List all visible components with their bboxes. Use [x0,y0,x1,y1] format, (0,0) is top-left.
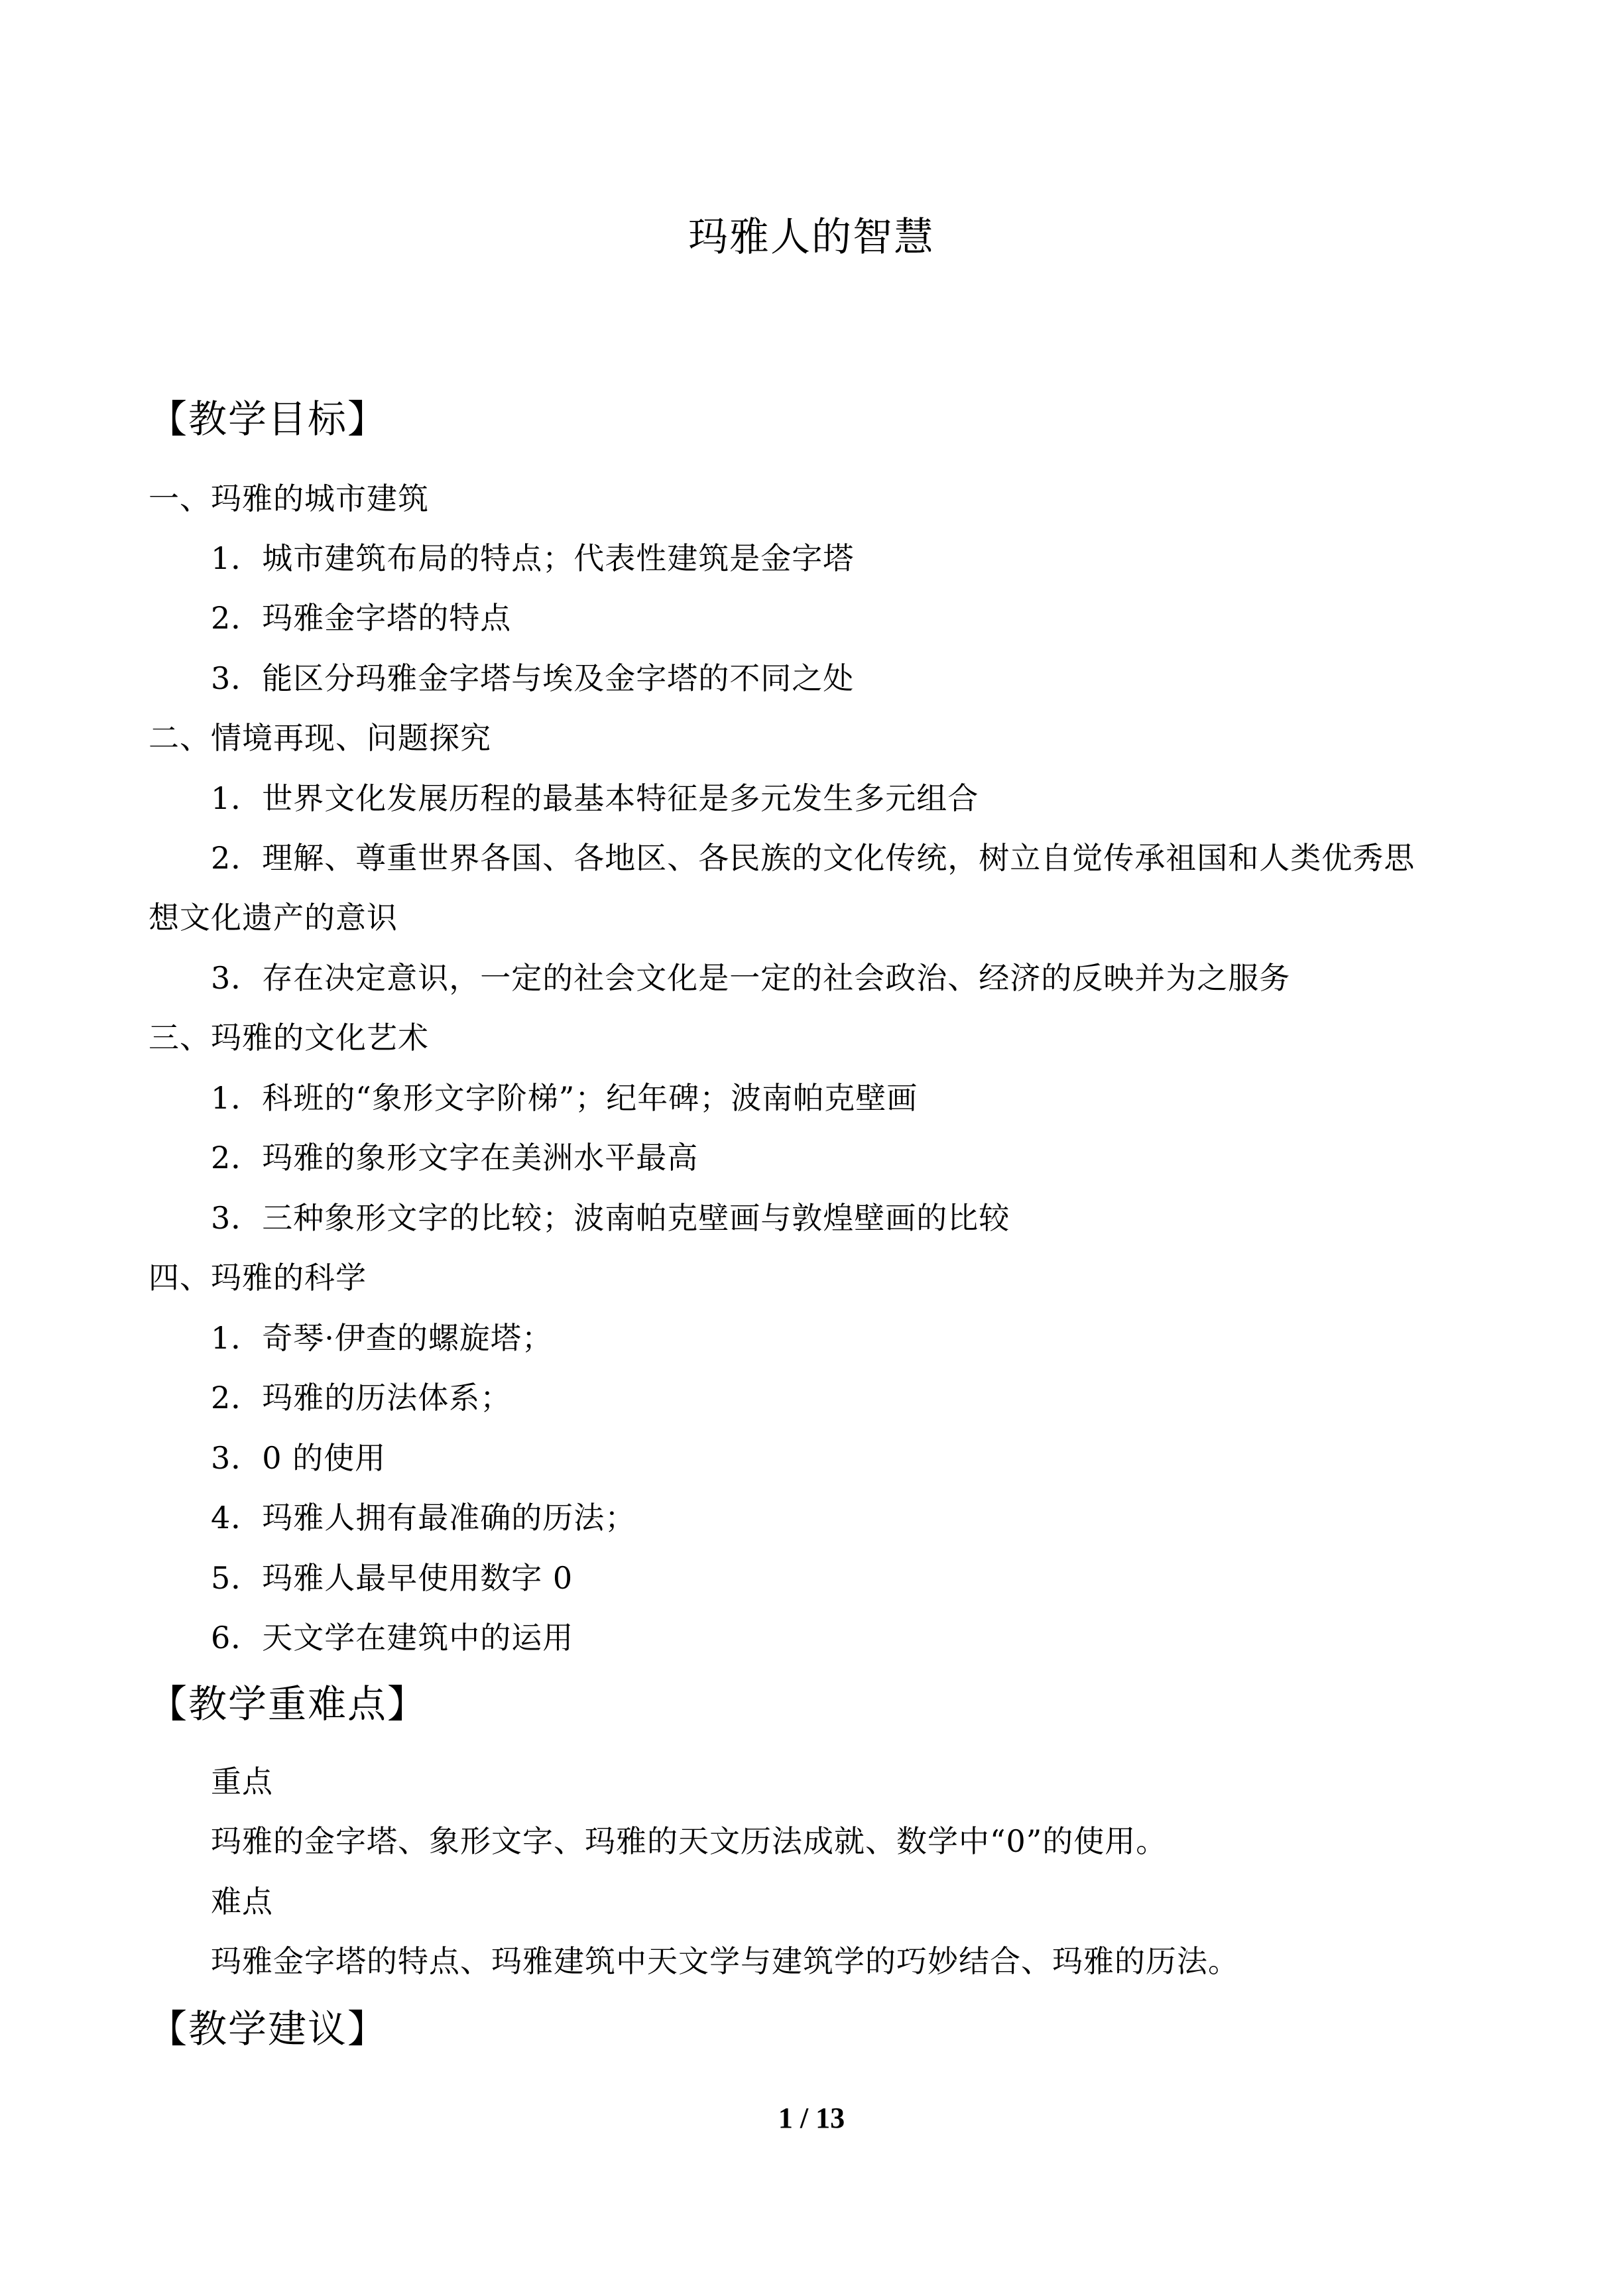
objective-item: 5．玛雅人最早使用数字 0 [211,1560,573,1596]
objective-item-continuation: 想文化遗产的意识 [149,900,398,936]
objective-item: 2．玛雅的历法体系； [211,1380,512,1416]
objective-heading-4: 四、玛雅的科学 [149,1260,367,1296]
objective-heading-2: 二、情境再现、问题探究 [149,720,491,756]
key-point-label: 重点 [211,1764,273,1799]
objective-item: 6．天文学在建筑中的运用 [211,1620,574,1656]
objective-item: 3．存在决定意识，一定的社会文化是一定的社会政治、经济的反映并为之服务 [211,960,1291,996]
objective-item: 3．0 的使用 [211,1440,387,1476]
objective-item: 1．科班的“象形文字阶梯”；纪年碑；波南帕克壁画 [211,1080,918,1116]
section-heading-key-points: 【教学重难点】 [149,1681,428,1726]
objective-item: 2．理解、尊重世界各国、各地区、各民族的文化传统，树立自觉传承祖国和人类优秀思 [211,840,1415,876]
objective-item: 3．能区分玛雅金字塔与埃及金字塔的不同之处 [211,660,855,696]
objective-item: 1．城市建筑布局的特点；代表性建筑是金字塔 [211,540,855,576]
difficulty-label: 难点 [211,1884,273,1919]
objective-item: 2．玛雅的象形文字在美洲水平最高 [211,1140,699,1176]
objective-item: 3．三种象形文字的比较；波南帕克壁画与敦煌壁画的比较 [211,1200,1010,1236]
section-heading-objectives: 【教学目标】 [149,396,388,442]
page-number: 1 / 13 [778,2102,845,2134]
objective-item: 2．玛雅金字塔的特点 [211,600,512,636]
objective-heading-1: 一、玛雅的城市建筑 [149,481,429,516]
objective-heading-3: 三、玛雅的文化艺术 [149,1020,429,1056]
difficulty-text: 玛雅金字塔的特点、玛雅建筑中天文学与建筑学的巧妙结合、玛雅的历法。 [211,1943,1239,1979]
objective-item: 4．玛雅人拥有最准确的历法； [211,1500,636,1536]
document-title: 玛雅人的智慧 [688,214,935,261]
key-point-text: 玛雅的金字塔、象形文字、玛雅的天文历法成就、数学中“0”的使用。 [211,1823,1168,1859]
objective-item: 1．奇琴·伊查的螺旋塔； [211,1320,553,1356]
section-heading-suggestions: 【教学建议】 [149,2006,388,2051]
objective-item: 1．世界文化发展历程的最基本特征是多元发生多元组合 [211,780,979,816]
